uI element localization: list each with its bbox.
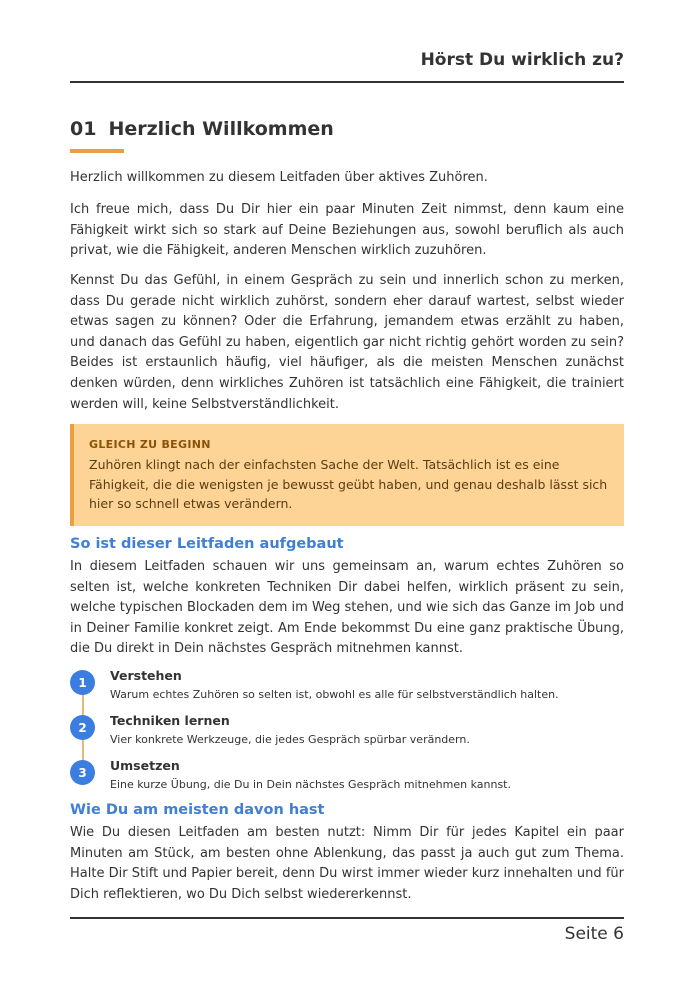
section-heading-structure: So ist dieser Leitfaden aufgebaut [70,536,344,552]
chapter-number: 01 [70,118,97,140]
page-number: Seite 6 [564,924,624,944]
step-description: Eine kurze Übung, die Du in Dein nächstes Gespräch mitnehmen kannst. [110,778,511,791]
callout-title: GLEICH ZU BEGINN [89,438,211,451]
running-title: Hörst Du wirklich zu? [420,50,624,70]
step-item [70,668,624,708]
step-number-badge: 2 [70,715,95,740]
chapter-title [70,118,334,140]
step-number-badge: 1 [70,670,95,695]
footer-divider [70,917,624,919]
step-title: Verstehen [110,668,182,683]
step-title: Umsetzen [110,758,180,773]
step-number-badge: 3 [70,760,95,785]
step-description: Vier konkrete Werkzeuge, die jedes Gespräch spürbar verändern. [110,733,470,746]
title-accent-bar [70,149,124,153]
callout-box [70,424,624,526]
intro-paragraph-3: Kennst Du das Gefühl, in einem Gespräch zu sein und innerlich schon zu merken, dass Du gerade nicht wirklich zuhörst, sondern eher darauf wartest, selbst wieder etwas sagen zu können? Oder die Erfahrung, jemandem etwas erzählt zu haben, und danach das Gefühl zu haben, eigentlich gar nicht richtig gehört worden zu sein? Beides ist erstaunlich häufig, viel häufiger, als die meisten Menschen zunächst denken würden, denn wirkliches Zuhören ist tatsächlich eine Fähigkeit, die trainiert werden will, keine Selbstverständlichkeit. [70,273,624,412]
chapter-title-text: Herzlich Willkommen [108,118,334,140]
section-paragraph-structure: In diesem Leitfaden schauen wir uns gemeinsam an, warum echtes Zuhören so selten ist, welche konkreten Techniken Dir dabei helfen, wirklich präsent zu sein, welche typischen Blockaden dem im Weg stehen, und wie sich das Ganze im Job und in Deiner Familie konkret zeigt. Am Ende bekommst Du eine ganz praktische Übung, die Du direkt in Dein nächstes Gespräch mitnehmen kannst. [70,559,624,657]
intro-paragraph-2: Ich freue mich, dass Du Dir hier ein paar Minuten Zeit nimmst, denn kaum eine Fähigkeit wirkt sich so stark auf Deine Beziehungen aus, sowohl beruflich als auch privat, wie die Fähigkeit, anderen Menschen wirklich zuzuhören. [70,202,624,259]
step-title: Techniken lernen [110,713,230,728]
step-item [70,758,624,798]
section-heading-usage: Wie Du am meisten davon hast [70,802,325,818]
callout-text: Zuhören klingt nach der einfachsten Sache der Welt. Tatsächlich ist es eine Fähigkeit, die die wenigsten je bewusst geübt haben, und genau deshalb lässt sich hier so schnell etwas verändern. [89,457,608,511]
section-paragraph-usage: Wie Du diesen Leitfaden am besten nutzt: Nimm Dir für jedes Kapitel ein paar Minuten am Stück, am besten ohne Ablenkung, das passt ja auch gut zum Thema. Halte Dir Stift und Papier bereit, denn Du wirst immer wieder kurz innehalten und für Dich reflektieren, wo Du Dich selbst wiedererkennst. [70,825,624,902]
header-divider [70,81,624,83]
step-description: Warum echtes Zuhören so selten ist, obwohl es alle für selbstverständlich halten. [110,688,559,701]
intro-paragraph-1: Herzlich willkommen zu diesem Leitfaden über aktives Zuhören. [70,170,488,185]
step-item [70,713,624,753]
